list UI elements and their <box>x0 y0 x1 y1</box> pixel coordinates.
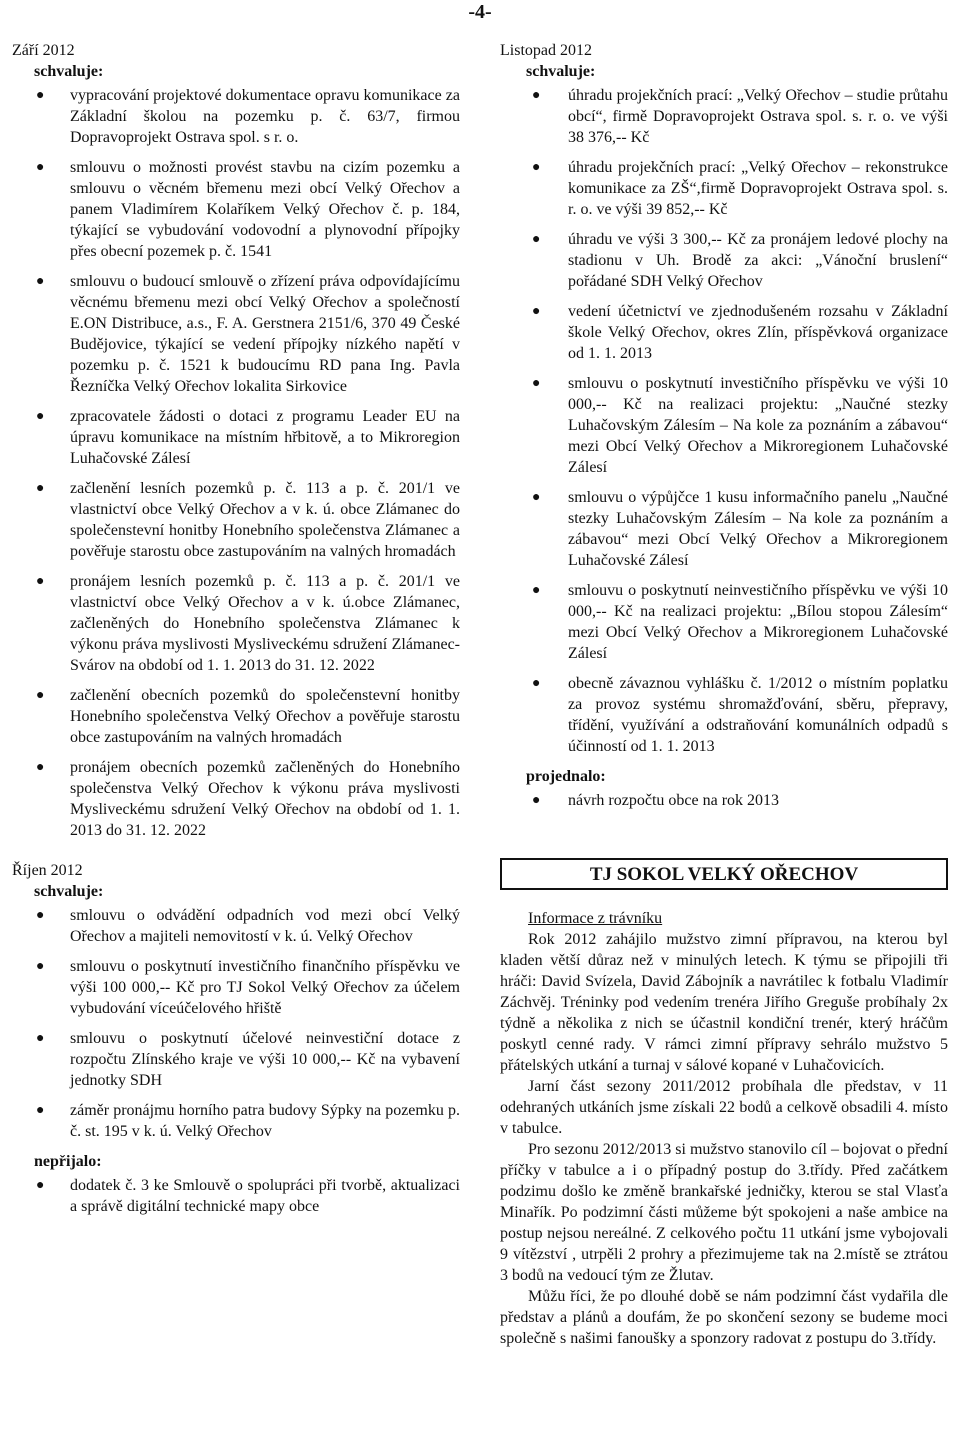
bullet-icon: ● <box>36 1103 45 1118</box>
bullet-icon: ● <box>532 583 541 598</box>
bullet-icon: ● <box>36 908 45 923</box>
list-item <box>12 1100 460 1142</box>
list-item <box>500 373 948 478</box>
bullet-icon: ● <box>36 1178 45 1193</box>
list-item <box>12 956 460 1019</box>
item-text: úhradu projekčních prací: „Velký Ořechov – studie průtahu obcí“, firmě Dopravoprojekt Ostrava spol. s. r. o. ve výši 38 376,-- Kč <box>568 87 948 146</box>
item-text: obecně závaznou vyhlášku č. 1/2012 o místním poplatku za provoz systému shromažďování, sběru, přepravy, třídění, využívání a odstraňování komunálních odpadů s účinností od 1. 1. 2013 <box>568 675 948 755</box>
bullet-icon: ● <box>532 676 541 691</box>
item-text: smlouvu o poskytnutí investičního finančního příspěvku ve výši 100 000,-- Kč pro TJ Sokol Velký Ořechov za účelem vybudování víceúčelového hřiště <box>70 958 460 1017</box>
article-heading: Informace z trávníku <box>528 910 663 927</box>
bullet-icon: ● <box>36 409 45 424</box>
article-paragraph: Můžu říci, že po dlouhé době se nám podzimní část vydařila dle představ a plánů a doufám, že po skončení sezony se budeme moci společně s našimi fanoušky a sponzory radovat z postupu do 3.třídy. <box>500 1288 948 1347</box>
section-title: Říjen 2012 <box>12 862 83 879</box>
item-text: úhradu projekčních prací: „Velký Ořechov – rekonstrukce komunikace za ZŠ“,firmě Dopravoprojekt Ostrava spol. s. r. o. ve výši 39 852,-- Kč <box>568 159 948 218</box>
bullet-icon: ● <box>36 688 45 703</box>
list-item <box>12 85 460 148</box>
list-item <box>12 406 460 469</box>
resolution-list <box>500 790 948 811</box>
bullet-icon: ● <box>36 160 45 175</box>
bullet-icon: ● <box>36 481 45 496</box>
list-item <box>12 1028 460 1091</box>
section-title: Listopad 2012 <box>500 42 592 59</box>
item-text: vedení účetnictví ve zjednodušeném rozsahu v Základní škole Velký Ořechov, okres Zlín, příspěvková organizace od 1. 1. 2013 <box>568 303 948 362</box>
article-paragraph: Pro sezonu 2012/2013 si mužstvo stanovilo cíl – bojovat o přední příčky v tabulce a i o případný postup do 3.třídy. Před začátkem podzimu došlo ke změně brankařské jedničky, kterou se stal Vlasťa Minařík. Po podzimní části můžeme být spokojeni a naše ambice na postup nejsou nereálné. Z celkového počtu 11 utkání jsme vybojovali 9 vítězství , utrpěli 2 prohry a přezimujeme tak na 2.místě se ztrátou 3 bodů na vedoucí tým ze Žlutav. <box>500 1141 948 1284</box>
section-october <box>12 860 460 1217</box>
bullet-icon: ● <box>532 793 541 808</box>
list-item <box>500 673 948 757</box>
spacer <box>12 850 460 860</box>
resolution-list <box>500 85 948 757</box>
list-item <box>12 757 460 841</box>
section-title: Září 2012 <box>12 42 75 59</box>
list-item <box>500 301 948 364</box>
item-text: zpracovatele žádosti o dotaci z programu Leader EU na úpravu komunikace na místním hřbitově, a to Mikroregion Luhačovské Zálesí <box>70 408 460 467</box>
club-section <box>500 858 948 1349</box>
article-paragraph: Jarní část sezony 2011/2012 probíhala dle představ, v 11 odehraných utkáních jsme získali 22 bodů a celkově obsadili 4. místo v tabulce. <box>500 1078 948 1137</box>
item-text: začlenění obecních pozemků do společenstevní honitby Honebního společenstva Velký Ořechov a pověřuje starostu obce zastupováním na valných hromadách <box>70 687 460 746</box>
bullet-icon: ● <box>36 959 45 974</box>
bullet-icon: ● <box>532 88 541 103</box>
section-september <box>12 40 460 841</box>
list-item <box>12 905 460 947</box>
item-text: dodatek č. 3 ke Smlouvě o spolupráci při tvorbě, aktualizaci a správě digitální technické mapy obce <box>70 1177 460 1215</box>
resolution-list <box>12 85 460 841</box>
bullet-icon: ● <box>36 88 45 103</box>
left-column <box>12 40 460 1226</box>
list-item <box>500 580 948 664</box>
resolution-list <box>12 1175 460 1217</box>
article-paragraph: Rok 2012 zahájilo mužstvo zimní přípravou, na kterou byl kladen větší důraz než v minulých letech. K týmu se připojili tři hráči: David Svízela, David Zábojník a navrátilec k fotbalu Vladimír Záchvěj. Tréninky pod vedením trenéra Jiřího Greguše probíhaly 2x týdně a několika z nich se účastnil kondiční trenér, který hráčům poskytl cenné rady. V rámci zimní přípravy sehrálo mužstvo 5 přátelských utkání a turnaj v sálové kopané v Luhačovicích. <box>500 931 948 1074</box>
right-column <box>500 40 948 820</box>
item-text: záměr pronájmu horního patra budovy Sýpky na pozemku p. č. st. 195 v k. ú. Velký Ořechov <box>70 1102 460 1140</box>
item-text: smlouvu o výpůjčce 1 kusu informačního panelu „Naučné stezky Luhačovským Zálesím – Na kole za poznáním a zábavou“ mezi Obcí Velký Ořechov a Mikroregionem Luhačovské Zálesí <box>568 489 948 569</box>
group-label: projednalo: <box>526 768 606 785</box>
list-item <box>500 229 948 292</box>
list-item <box>500 487 948 571</box>
group-label: schvaluje: <box>34 63 104 80</box>
bullet-icon: ● <box>532 232 541 247</box>
item-text: smlouvu o poskytnutí účelové neinvestiční dotace z rozpočtu Zlínského kraje ve výši 10 000,-- Kč na vybavení jednotky SDH <box>70 1030 460 1089</box>
list-item <box>12 571 460 676</box>
bullet-icon: ● <box>36 574 45 589</box>
item-text: začlenění lesních pozemků p. č. 113 a p. č. 201/1 ve vlastnictví obce Velký Ořechov a v k. ú. obce Zlámanec do společenstevní honitby Honebního společenstva Zlámanec a pověřuje starostu obce zastupováním na valných hromadách <box>70 480 460 560</box>
list-item <box>500 85 948 148</box>
bullet-icon: ● <box>36 1031 45 1046</box>
list-item <box>500 157 948 220</box>
item-text: smlouvu o poskytnutí neinvestičního příspěvku ve výši 10 000,-- Kč na realizaci projektu: „Bílou stopou Zálesím“ mezi Obcí Velký Ořechov a Mikroregionem Luhačovské Zálesí <box>568 582 948 662</box>
group-label: schvaluje: <box>526 63 596 80</box>
list-item <box>12 271 460 397</box>
club-article <box>500 908 948 1349</box>
list-item <box>12 478 460 562</box>
item-text: smlouvu o odvádění odpadních vod mezi obcí Velký Ořechov a majiteli nemovitostí v k. ú. Velký Ořechov <box>70 907 460 945</box>
group-label: nepřijalo: <box>34 1153 102 1170</box>
list-item <box>12 157 460 262</box>
bullet-icon: ● <box>532 160 541 175</box>
item-text: úhradu ve výši 3 300,-- Kč za pronájem ledové plochy na stadionu v Uh. Brodě za akci: „Vánoční bruslení“ pořádané SDH Velký Ořechov <box>568 231 948 290</box>
list-item <box>12 1175 460 1217</box>
list-item <box>12 685 460 748</box>
page-number: -4- <box>468 1 492 23</box>
club-title-box: TJ SOKOL VELKÝ OŘECHOV <box>500 858 948 890</box>
list-item <box>500 790 948 811</box>
section-november <box>500 40 948 811</box>
item-text: pronájem lesních pozemků p. č. 113 a p. č. 201/1 ve vlastnictví obce Velký Ořechov a v k. ú.obce Zlámanec, začleněných do Honebního společenstva Zlámanec k výkonu práva myslivosti Mysliveckému sdružení Zlámanec-Svárov na období od 1. 1. 2013 do 31. 12. 2022 <box>70 573 460 674</box>
item-text: vypracování projektové dokumentace opravu komunikace za Základní školou na pozemku p. č. 63/7, firmou Dopravoprojekt Ostrava spol. s r. o. <box>70 87 460 146</box>
item-text: smlouvu o poskytnutí investičního příspěvku ve výši 10 000,-- Kč na realizaci projektu: „Naučné stezky Luhačovským Zálesím – Na kole za poznáním a zábavou“ mezi Obcí Velký Ořechov a Mikroregionem Luhačovské Zálesí <box>568 375 948 476</box>
item-text: smlouvu o možnosti provést stavbu na cizím pozemku a smlouvu o věcném břemenu mezi obcí Velký Ořechov a panem Vladimírem Kolaříkem Velký Ořechov č. p. 184, týkající se vybudování vodovodní a plynovodní přípojky přes obecní pozemek p. č. 1541 <box>70 159 460 260</box>
bullet-icon: ● <box>36 760 45 775</box>
bullet-icon: ● <box>532 490 541 505</box>
item-text: návrh rozpočtu obce na rok 2013 <box>568 792 780 809</box>
bullet-icon: ● <box>532 376 541 391</box>
bullet-icon: ● <box>36 274 45 289</box>
item-text: smlouvu o budoucí smlouvě o zřízení práva odpovídajícímu věcnému břemenu mezi obcí Velký Ořechov a společností E.ON Distribuce, a.s., F. A. Gerstnera 2151/6, 370 49 České Budějovice, týkající se vedení přípojky nízkého napětí v pozemku p. č. 1521 k budoucímu RD pana Ing. Pavla Řezníčka Velký Ořechov lokalita Sirkovice <box>70 273 460 395</box>
group-label: schvaluje: <box>34 883 104 900</box>
bullet-icon: ● <box>532 304 541 319</box>
resolution-list <box>12 905 460 1142</box>
item-text: pronájem obecních pozemků začleněných do Honebního společenstva Velký Ořechov k výkonu práva myslivosti Mysliveckému sdružení Velký Ořechov na období od 1. 1. 2013 do 31. 12. 2022 <box>70 759 460 839</box>
